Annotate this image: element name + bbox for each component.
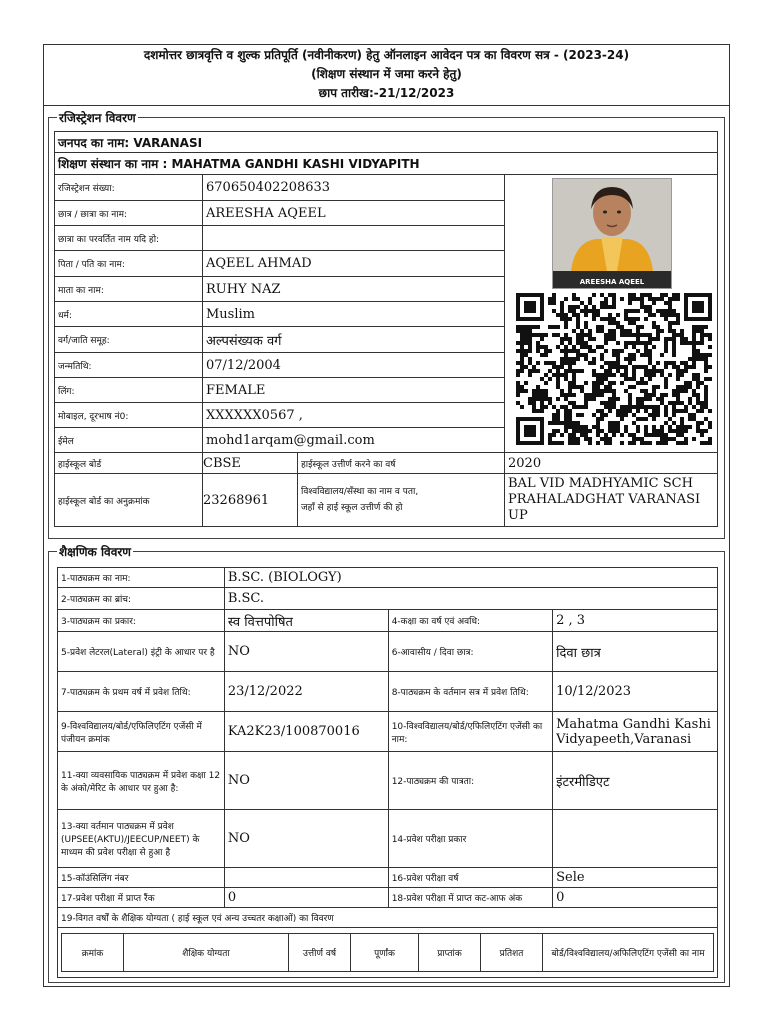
form-subtitle: (शिक्षण संस्थान में जमा करने हेतु) — [311, 67, 462, 81]
exam-type — [553, 810, 718, 868]
branch-label: 2-पाठ्यक्रम का ब्रांच: — [58, 588, 225, 610]
photo-caption: AREESHA AQEEL — [579, 278, 645, 286]
first-admission-label: 7-पाठ्यक्रम के प्रथम वर्ष में प्रवेश तिथि: — [58, 672, 225, 712]
row-label: पिता / पति का नाम: — [55, 251, 203, 277]
current-admission-date: 10/12/2023 — [553, 672, 718, 712]
academic-table — [57, 567, 718, 978]
religion: Muslim — [203, 302, 505, 327]
row-label: माता का नाम: — [55, 277, 203, 302]
caste-category: अल्पसंख्यक वर्ग — [203, 327, 505, 353]
history-table — [61, 933, 714, 972]
district-name: जनपद का नाम: VARANASI — [55, 132, 718, 153]
hs-roll-label: हाईस्कूल बोर्ड का अनुक्रमांक — [55, 474, 203, 527]
student-photo-image — [553, 179, 671, 288]
entrance-label: 13-क्या वर्तमान पाठ्यक्रम में प्रवेश (UPSEE(AKTU)/JEECUP/NEET) के माध्यम की प्रवेश परीक्षा से हुआ है — [58, 810, 225, 868]
date-of-birth: 07/12/2004 — [203, 353, 505, 378]
form-header — [44, 45, 729, 106]
institution-name: शिक्षण संस्थान का नाम : MAHATMA GANDHI KASHI VIDYAPITH — [55, 153, 718, 175]
class-year: 2 , 3 — [553, 610, 718, 632]
hs-roll-number: 23268961 — [203, 474, 298, 526]
residential-status: दिवा छात्र — [553, 632, 718, 672]
registration-legend: रजिस्ट्रेशन विवरण — [59, 111, 136, 125]
course-label: 1-पाठ्यक्रम का नाम: — [58, 568, 225, 588]
course-type-label: 3-पाठ्यक्रम का प्रकार: — [58, 610, 225, 632]
first-admission-date: 23/12/2022 — [224, 672, 388, 712]
vocational-label: 11-क्या व्यवसायिक पाठ्यक्रम में प्रवेश कक्षा 12 के अंको/मेरिट के आधार पर हुआ है: — [58, 752, 225, 810]
entrance-admission: NO — [224, 810, 388, 868]
application-form — [43, 44, 730, 987]
current-admission-label: 8-पाठ्यक्रम के वर्तमान सत्र में प्रवेश तिथि: — [388, 672, 552, 712]
changed-name — [203, 226, 505, 251]
exam-type-label: 14-प्रवेश परीक्षा प्रकार — [388, 810, 552, 868]
lateral-entry-label: 5-प्रवेश लेटरल(Lateral) इंट्री के आधार पर है — [58, 632, 225, 672]
history-header: शैक्षिक योग्यता — [124, 934, 289, 972]
university-registration-label: 9-विश्वविद्यालय/बोर्ड/एफिलिएटिंग एजेंसी में पंजीयन क्रमांक — [58, 712, 225, 752]
cutoff-marks: 0 — [553, 888, 718, 908]
hs-year-label: हाईस्कूल उत्तीर्ण करने का वर्ष — [301, 459, 396, 470]
counselling-label: 15-कॉउंसिलिंग नंबर — [58, 868, 225, 888]
academic-legend: शैक्षणिक विवरण — [59, 545, 131, 559]
exam-year-label: 16-प्रवेश परीक्षा वर्ष — [388, 868, 552, 888]
history-label: 19-विगत वर्षों के शैक्षिक योग्यता ( हाई स्कूल एवं अन्य उच्चतर कक्षाओं) का विवरण — [58, 908, 718, 928]
registration-number: 670650402208633 — [203, 175, 505, 201]
hs-year: 2020 — [505, 453, 718, 474]
mother-name: RUHY NAZ — [203, 277, 505, 302]
hs-roll-split — [203, 474, 505, 527]
university-name: Mahatma Gandhi Kashi Vidyapeeth,Varanasi — [553, 712, 718, 752]
university-registration: KA2K23/100870016 — [224, 712, 388, 752]
gender: FEMALE — [203, 378, 505, 403]
rank-label: 17-प्रवेश परीक्षा में प्राप्त रैंक — [58, 888, 225, 908]
hs-school-label — [298, 474, 418, 526]
email: mohd1arqam@gmail.com — [203, 428, 505, 453]
course-branch: B.SC. — [224, 588, 717, 610]
hs-school-name: BAL VID MADHYAMIC SCH PRAHALADGHAT VARANASI UP — [505, 474, 718, 527]
row-label: मोबाइल, दूरभाष नं0: — [55, 403, 203, 428]
row-label: छात्र / छात्रा का नाम: — [55, 201, 203, 226]
row-label: लिंग: — [55, 378, 203, 403]
form-title: दशमोत्तर छात्रवृत्ति व शुल्क प्रतिपूर्ति (नवीनीकरण) हेतु ऑनलाइन आवेदन पत्र का विवरण सत्र - (2023-24) — [143, 48, 630, 62]
hs-school-label-line1: विश्वविद्यालय/सँस्था का नाम व पता, — [301, 487, 419, 497]
history-header: पूर्णांक — [351, 934, 419, 972]
qr-code — [516, 293, 712, 445]
entrance-rank: 0 — [224, 888, 388, 908]
student-photo — [552, 178, 672, 289]
vocational-admission: NO — [224, 752, 388, 810]
hs-board: CBSE — [203, 453, 298, 473]
exam-year: Sele — [553, 868, 718, 888]
hs-board-label: हाईस्कूल बोर्ड — [55, 453, 203, 474]
father-name: AQEEL AHMAD — [203, 251, 505, 277]
course-eligibility: इंटरमीडिएट — [553, 752, 718, 810]
hs-board-split — [203, 453, 505, 474]
print-date: छाप तारीख:-21/12/2023 — [318, 86, 455, 100]
history-header: उत्तीर्ण वर्ष — [289, 934, 351, 972]
mobile-number: XXXXXX0567 , — [203, 403, 505, 428]
qr-code-image — [516, 293, 712, 445]
row-label: रजिस्ट्रेशन संख्या: — [55, 175, 203, 201]
class-year-label: 4-कक्षा का वर्ष एवं अवधि: — [388, 610, 552, 632]
residential-label: 6-आवासीय / दिवा छात्र: — [388, 632, 552, 672]
row-label: वर्ग/जाति समूह: — [55, 327, 203, 353]
university-name-label: 10-विश्वविद्यालय/बोर्ड/एफिलिएटिंग एजेंसी का नाम: — [388, 712, 552, 752]
history-header: क्रमांक — [62, 934, 124, 972]
hs-school-label-line2: जहाँ से हाई स्कूल उत्तीर्ण की हो — [301, 503, 403, 513]
history-header: प्रतिशत — [481, 934, 543, 972]
course-type: स्व वित्तपोषित — [224, 610, 388, 632]
history-table-cell — [58, 928, 718, 978]
history-header: प्राप्तांक — [419, 934, 481, 972]
lateral-entry: NO — [224, 632, 388, 672]
cutoff-label: 18-प्रवेश परीक्षा में प्राप्त कट-आफ अंक — [388, 888, 552, 908]
counselling-number — [224, 868, 388, 888]
history-header: बोर्ड/विश्वविद्यालय/अफिलिएटिंग एजेंसी का नाम — [543, 934, 714, 972]
student-name: AREESHA AQEEL — [203, 201, 505, 226]
row-label: ईमेल — [55, 428, 203, 453]
course-name: B.SC. (BIOLOGY) — [224, 568, 717, 588]
eligibility-label: 12-पाठ्यक्रम की पात्रता: — [388, 752, 552, 810]
row-label: धर्म: — [55, 302, 203, 327]
row-label: छात्रा का परवर्तित नाम यदि हो: — [55, 226, 203, 251]
row-label: जन्मतिथि: — [55, 353, 203, 378]
